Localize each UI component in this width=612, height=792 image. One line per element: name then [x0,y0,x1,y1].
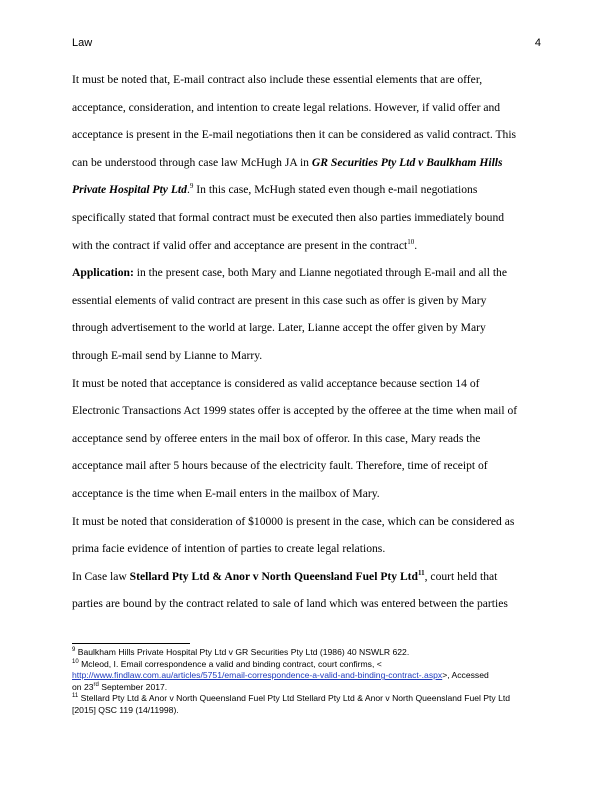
footnote-ref[interactable]: 10 [407,237,415,246]
text-run: through E-mail send by Lianne to Marry. [72,348,263,362]
footnote-text: >, Accessed [442,670,489,681]
page-number: 4 [534,37,541,49]
text-line [72,314,542,342]
text-run: Electronic Transactions Act 1999 states offer is accepted by the offeree at the time when mail of [72,404,518,418]
text-line [72,508,542,536]
footnote-number: 11 [72,693,79,700]
footnote-text: Mcleod, I. Email correspondence a valid and binding contract, court confirms, < [78,658,382,669]
body-text [72,66,542,618]
text-line [72,94,542,122]
footnote-ref[interactable]: 11 [418,568,425,577]
text-run: . [186,183,190,197]
footnote-text: Stellard Pty Ltd & Anor v North Queensland Fuel Pty Ltd Stellard Pty Ltd & Anor v North Queensland Fuel Pty Ltd [78,693,511,704]
text-run: , court held that [424,569,498,583]
footnote-9 [72,647,542,659]
text-line [72,204,542,232]
footnote-separator [72,643,190,644]
text-run: It must be noted that consideration of $10000 is present in the case, which can be considered as [72,514,515,528]
text-run: It must be noted that acceptance is considered as valid acceptance because section 14 of [72,376,480,390]
text-run: with the contract if valid offer and acceptance are present in the contract [72,238,408,252]
text-line [72,149,542,177]
footnote-text: [2015] QSC 119 (14/11998). [72,704,179,715]
case-name: Stellard Pty Ltd & Anor v North Queensland Fuel Pty Ltd [129,569,418,583]
text-run: through advertisement to the world at large. Later, Lianne accept the offer given by Mary [72,321,486,335]
text-line [72,121,542,149]
text-run: acceptance send by offeree enters in the mail box of offeror. In this case, Mary reads the [72,431,481,445]
text-run: acceptance, consideration, and intention to create legal relations. However, if valid offer and [72,100,501,114]
text-line [72,259,542,287]
text-run: In this case, McHugh stated even though e-mail negotiations [193,183,478,197]
footnote-10 [72,659,542,671]
footnote-11-cont [72,705,542,717]
footnote-ref[interactable]: 9 [189,182,194,191]
running-header: Law [72,37,93,49]
text-run: essential elements of valid contract are present in this case such as offer is given by Mary [72,293,487,307]
text-run: acceptance is the time when E-mail enters in the mailbox of Mary. [72,486,380,500]
text-run: parties are bound by the contract related to sale of land which was entered between the parties [72,597,508,611]
text-line [72,66,542,94]
text-run: prima facie evidence of intention of parties to create legal relations. [72,542,386,556]
text-line [72,535,542,563]
text-run: acceptance mail after 5 hours because of the electricity fault. Therefore, time of receipt of [72,459,488,473]
text-line [72,232,542,260]
text-line [72,342,542,370]
footnote-text: Baulkham Hills Private Hospital Pty Ltd v GR Securities Pty Ltd (1986) 40 NSWLR 622. [75,647,410,657]
ordinal-suffix: rd [93,681,99,688]
text-run: in the present case, both Mary and Lianne negotiated through E-mail and all the [133,266,507,280]
text-run: In Case law [72,569,130,583]
findlaw-link[interactable]: http://www.findlaw.com.au/articles/5751/email-correspondence-a-valid-and-binding-contract-.aspx [72,670,443,681]
footnote-10-cont [72,670,542,682]
text-run: can be understood through case law McHugh JA in [72,155,312,169]
section-label: Application: [72,266,134,280]
footnote-number: 10 [72,658,79,665]
footnote-text: September 2017. [98,681,168,692]
footnotes [72,647,542,717]
text-line [72,452,542,480]
footnote-11 [72,693,542,705]
case-name: GR Securities Pty Ltd v Baulkham Hills [311,155,503,169]
text-run: It must be noted that, E-mail contract also include these essential elements that are offer, [72,73,483,86]
text-run: acceptance is present in the E-mail negotiations then it can be considered as valid contract. This [72,128,517,142]
case-name: Private Hospital Pty Ltd [72,183,187,197]
text-run: specifically stated that formal contract must be executed then also parties immediately bound [72,210,505,224]
text-line [72,480,542,508]
text-line [72,287,542,315]
text-line [72,176,542,204]
text-run: . [414,238,418,252]
footnote-text: on 23 [72,681,94,692]
text-line [72,590,542,618]
footnote-10-cont [72,682,542,694]
footnote-number: 9 [72,647,76,654]
text-line [72,425,542,453]
text-line [72,397,542,425]
text-line [72,370,542,398]
text-line [72,563,542,591]
